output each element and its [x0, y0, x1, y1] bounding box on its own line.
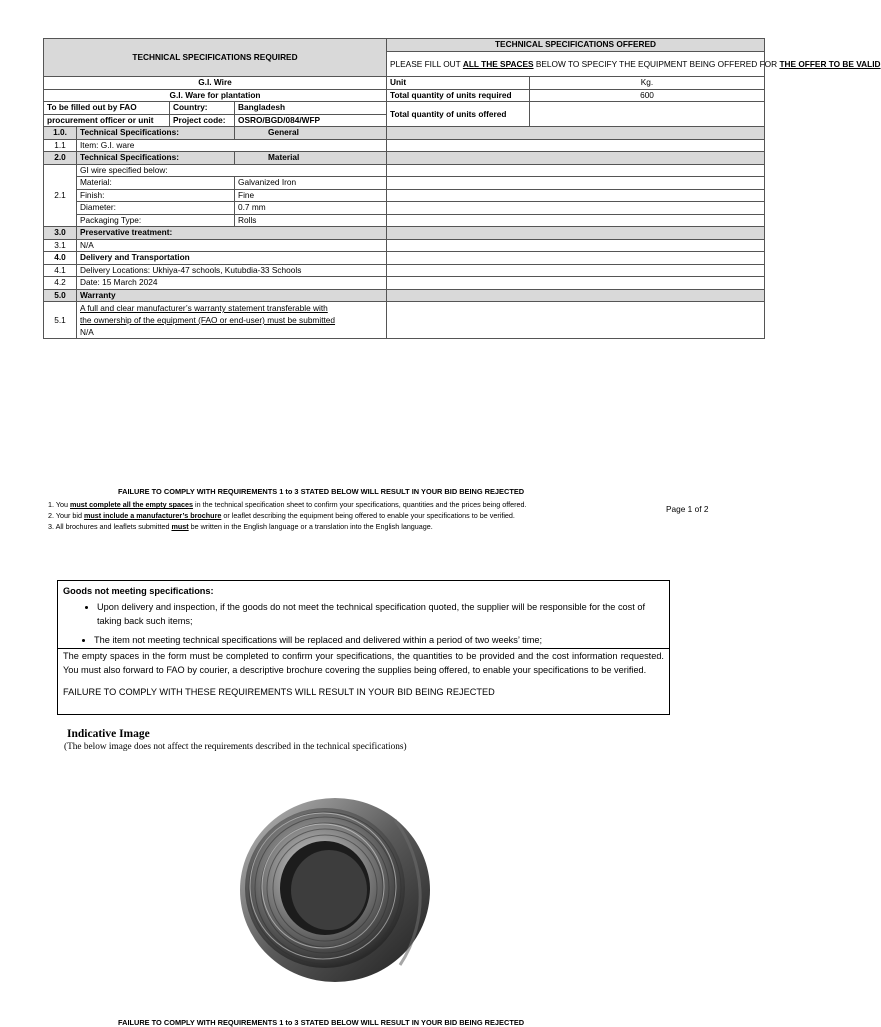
- row-5-1-offer[interactable]: [387, 302, 765, 339]
- goods-note: The empty spaces in the form must be completed to confirm your specifications, the quantities to be provided and the cost information requested. You must also forward to FAO by courier, a descriptive brochure covering the supplies being offered, to enable your specifications to be verified.: [63, 651, 664, 675]
- project-label: Project code:: [170, 114, 235, 127]
- attr-offer[interactable]: [387, 214, 765, 227]
- goods-bullet-list: [63, 600, 664, 647]
- warranty-line-3: N/A: [80, 327, 94, 337]
- row-4-1-number: 4.1: [44, 264, 77, 277]
- row-5-1-text: [77, 302, 387, 339]
- section-3-number: 3.0: [44, 227, 77, 240]
- page-number: Page 1 of 2: [666, 504, 709, 514]
- row-4-2-offer[interactable]: [387, 277, 765, 290]
- requirements-title: FAILURE TO COMPLY WITH REQUIREMENTS 1 to 3 STATED BELOW WILL RESULT IN YOUR BID BEING REJECTED: [118, 487, 525, 496]
- row-3-1-number: 3.1: [44, 239, 77, 252]
- country-label: Country:: [170, 102, 235, 115]
- gi-wire-coil-image: [225, 790, 435, 990]
- requirement-2: 2. Your bid must include a manufacturer’s brochure or leaflet describing the equipment being offered to enable your specifications to be verified.: [48, 511, 515, 520]
- qty-offered-label: Total quantity of units offered: [387, 102, 530, 127]
- row-5-1-number: 5.1: [44, 302, 77, 339]
- spec-required-title: TECHNICAL SPECIFICATIONS REQUIRED: [44, 39, 387, 77]
- unit-label: Unit: [387, 77, 530, 90]
- goods-warning: FAILURE TO COMPLY WITH THESE REQUIREMENTS WILL RESULT IN YOUR BID BEING REJECTED: [63, 687, 495, 697]
- spec-offered-title: TECHNICAL SPECIFICATIONS OFFERED: [387, 39, 765, 52]
- goods-not-meeting-specs-box: [57, 580, 670, 715]
- row-1-1-text: Item: G.I. ware: [77, 139, 387, 152]
- warranty-line-2: the ownership of the equipment (FAO or end-user) must be submitted: [80, 315, 336, 325]
- footer-requirements-title: FAILURE TO COMPLY WITH REQUIREMENTS 1 to 3 STATED BELOW WILL RESULT IN YOUR BID BEING REJECTED: [118, 1018, 525, 1027]
- section-4-offer: [387, 252, 765, 265]
- attr-label: Material:: [77, 177, 235, 190]
- section-5-offer: [387, 289, 765, 302]
- section-2-offer: [387, 152, 765, 165]
- attr-value: 0.7 mm: [235, 202, 387, 215]
- section-5-number: 5.0: [44, 289, 77, 302]
- attr-label: Diameter:: [77, 202, 235, 215]
- section-1-offer: [387, 127, 765, 140]
- spec-header-row: [44, 39, 765, 52]
- attr-offer[interactable]: [387, 202, 765, 215]
- qty-required-label: Total quantity of units required: [387, 89, 530, 102]
- qty-offered-value[interactable]: [530, 102, 765, 127]
- row-1-1-number: 1.1: [44, 139, 77, 152]
- attr-offer[interactable]: [387, 177, 765, 190]
- section-1-type: General: [235, 127, 387, 140]
- section-2-type: Material: [235, 152, 387, 165]
- qty-required-value[interactable]: 600: [530, 89, 765, 102]
- row-3-1-offer[interactable]: [387, 239, 765, 252]
- requirement-3: 3. All brochures and leaflets submitted must be written in the English language or a translation into the English language.: [48, 522, 433, 531]
- row-2-1-offer[interactable]: [387, 164, 765, 177]
- indicative-image-subtitle: (The below image does not affect the requirements described in the technical specifications): [64, 742, 407, 752]
- goods-note-section: [58, 649, 669, 699]
- warranty-line-1: A full and clear manufacturer’s warranty statement transferable with: [80, 303, 328, 313]
- attr-label: Packaging Type:: [77, 214, 235, 227]
- row-2-1-number: 2.1: [44, 164, 77, 227]
- row-4-1-text: Delivery Locations: Ukhiya-47 schools, Kutubdia-33 Schools: [77, 264, 387, 277]
- row-3-1-text: N/A: [77, 239, 387, 252]
- section-2-label: Technical Specifications:: [77, 152, 235, 165]
- fao-label-line2: procurement officer or unit: [44, 114, 170, 127]
- item-name: G.I. Wire: [44, 77, 387, 90]
- row-2-1-intro: GI wire specified below:: [77, 164, 387, 177]
- country-value: Bangladesh: [235, 102, 387, 115]
- attr-value: Galvanized Iron: [235, 177, 387, 190]
- attr-label: Finish:: [77, 189, 235, 202]
- goods-title: Goods not meeting specifications:: [63, 586, 214, 596]
- item-purpose: G.I. Ware for plantation: [44, 89, 387, 102]
- section-5-label: Warranty: [77, 289, 387, 302]
- section-4-number: 4.0: [44, 252, 77, 265]
- row-1-1-offer[interactable]: [387, 139, 765, 152]
- unit-value[interactable]: Kg.: [530, 77, 765, 90]
- attr-value: Rolls: [235, 214, 387, 227]
- project-value: OSRO/BGD/084/WFP: [235, 114, 387, 127]
- section-1-label: Technical Specifications:: [77, 127, 235, 140]
- row-4-1-offer[interactable]: [387, 264, 765, 277]
- section-2-number: 2.0: [44, 152, 77, 165]
- offer-instructions: PLEASE FILL OUT ALL THE SPACES BELOW TO SPECIFY THE EQUIPMENT BEING OFFERED FOR THE OFFER TO BE VALID: [387, 51, 765, 76]
- goods-bullet: • The item not meeting technical specifications will be replaced and delivered within a period of two weeks’ time;: [94, 633, 664, 647]
- section-3-label: Preservative treatment:: [77, 227, 387, 240]
- indicative-image-title: Indicative Image: [67, 728, 150, 740]
- attr-offer[interactable]: [387, 189, 765, 202]
- fao-label-line1: To be filled out by FAO: [44, 102, 170, 115]
- requirement-1: 1. You must complete all the empty spaces in the technical specification sheet to confirm your specifications, quantities and the prices being offered.: [48, 500, 527, 509]
- goods-bullet: • Upon delivery and inspection, if the goods do not meet the technical specification quoted, the supplier will be responsible for the cost of taking back such items;: [97, 600, 664, 628]
- section-1-number: 1.0.: [44, 127, 77, 140]
- section-3-offer: [387, 227, 765, 240]
- row-4-2-number: 4.2: [44, 277, 77, 290]
- technical-spec-table: [43, 38, 881, 339]
- attr-value: Fine: [235, 189, 387, 202]
- goods-conditions: [58, 581, 669, 649]
- section-4-label: Delivery and Transportation: [77, 252, 387, 265]
- row-4-2-text: Date: 15 March 2024: [77, 277, 387, 290]
